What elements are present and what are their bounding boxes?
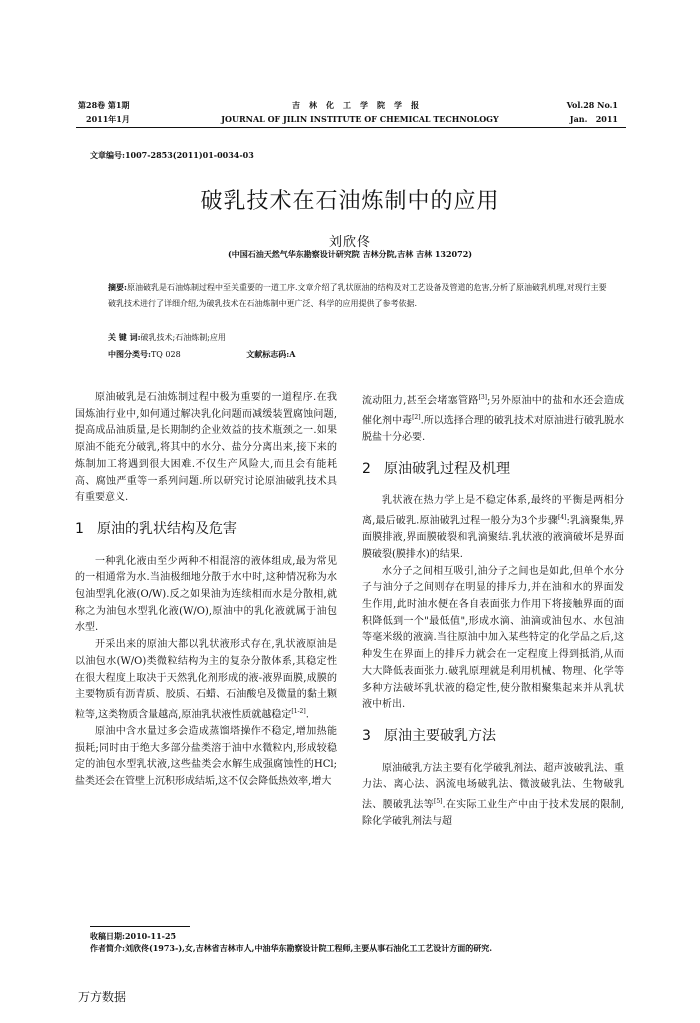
right-column bbox=[362, 390, 624, 831]
doc-code-text: A bbox=[289, 349, 296, 359]
section-2-paragraph-2: 水分子之间相互吸引,油分子之间也是如此,但单个水分子与油分子之间则存在明显的排斥力,并在油和水的界面发生作用,此时油水便在各自表面张力作用下将接触界面的面积降低到一个"最低值",形成水滴、油滴或油包水、水包油等毫米级的液滴.当往原油中加入某些特定的化学品之后,这种发生在界面上的排斥力就会在一定程度上得到抵消,从而大大降低表面张力.破乳原理就是利用机械、物理、化学等多种方法破坏乳状液的稳定性,使分散相聚集起来并从乳状液中析出. bbox=[362, 565, 624, 711]
abstract-text: 原油破乳是石油炼制过程中至关重要的一道工序.文章介绍了乳状原油的结构及对工艺设备及管道的危害,分析了原油破乳机理,对现行主要破乳技术进行了详细介绍,为破乳技术在石油炼制中更广泛、科学的应用提供了参考依据. bbox=[108, 283, 607, 308]
article-number: 文章编号:1007-2853(2011)01-0034-03 bbox=[90, 150, 254, 160]
keywords-label: 关 键 词: bbox=[108, 332, 141, 342]
journal-name-cn: 吉林化工学院学报 bbox=[292, 100, 428, 110]
section-1-paragraph-3: 原油中含水量过多会造成蒸馏塔操作不稳定,增加热能损耗;同时由于绝大多部分盐类溶于油中水微粒内,形成较稳定的油包水型乳状液,这些盐类会水解生成强腐蚀性的HCl;盐类还会在管壁上沉积形成结垢,这不仅会降低热效率,增大 bbox=[75, 725, 337, 788]
section-1-paragraph-2-text: 开采出来的原油大都以乳状液形式存在,乳状液原油是以油包水(W/O)类微粒结构为主的复杂分散体系,其稳定性在很大程度上取决于天然乳化剂形成的液-液界面膜,成膜的主要物质有沥青质、胶质、石蜡、石油酸皂及微量的黏土颗粒等,这类物质含量越高,原油乳状液性质就越稳定 bbox=[75, 639, 337, 721]
section-3-title: 原油主要破乳方法 bbox=[384, 727, 496, 744]
journal-volume-issue bbox=[78, 98, 130, 126]
section-3-paragraph-1 bbox=[362, 761, 624, 831]
clc-text: TQ 028 bbox=[150, 350, 181, 359]
author-name: 刘欣佟 bbox=[328, 235, 371, 250]
journal-name-en: JOURNAL OF JILIN INSTITUTE OF CHEMICAL TECHNOLOGY bbox=[221, 114, 499, 124]
watermark-text: 万方数据 bbox=[78, 990, 127, 1004]
section-3-paragraph-1-end: .在实际工业生产中由于技术发展的限制,除化学破乳剂法与超 bbox=[362, 799, 624, 828]
citation: [4] bbox=[558, 514, 567, 522]
issue-date: 2011年1月 bbox=[86, 114, 130, 124]
continued-paragraph bbox=[362, 390, 624, 447]
section-1-title: 原油的乳状结构及危害 bbox=[97, 520, 237, 537]
vol-no-en: Vol.28 No.1 bbox=[566, 100, 618, 110]
footnote-rule bbox=[90, 926, 190, 927]
author-affiliation: (中国石油天然气华东勘察设计研究院 吉林分院,吉林 吉林 132072) bbox=[227, 249, 473, 259]
header-rule bbox=[76, 127, 626, 128]
volume-issue: 第28卷 第1期 bbox=[78, 100, 130, 110]
intro-paragraph: 原油破乳是石油炼制过程中极为重要的一道程序.在我国炼油行业中,如何通过解决乳化问题而减缓装置腐蚀问题,提高成品油质量,是长期制约企业效益的技术瓶颈之一.如果原油不能充分破乳,将其中的水分、盐分分离出来,接下来的炼制加工将遇到很大困难.不仅生产风险大,而且会有能耗高、腐蚀严重等一系列问题.所以研究讨论原油破乳技术具有重要意义. bbox=[75, 392, 337, 504]
doc-code-label: 文献标志码: bbox=[246, 349, 290, 359]
section-1-paragraph-2-end: . bbox=[305, 709, 309, 721]
journal-name bbox=[210, 98, 510, 126]
section-2-paragraph-1-text: 乳状液在热力学上是不稳定体系,最终的平衡是两相分离,最后破乳.原油破乳过程一般分为3个步骤 bbox=[362, 495, 624, 527]
section-3-heading bbox=[362, 728, 624, 745]
section-3-number: 3 bbox=[362, 727, 371, 744]
abstract bbox=[108, 279, 608, 312]
section-2-paragraph-1 bbox=[362, 493, 624, 563]
section-2-paragraph-1-end: :乳滴聚集,界面膜排液,界面膜破裂和乳滴聚结.乳状液的液滴破坏是界面膜破裂(膜排水)的结果. bbox=[362, 515, 624, 560]
keywords-text: 破乳技术;石油炼制;应用 bbox=[140, 333, 226, 342]
citation: [1-2] bbox=[291, 707, 306, 715]
citation: [3] bbox=[478, 394, 488, 401]
section-1-paragraph-2 bbox=[75, 637, 337, 724]
section-2-heading bbox=[362, 461, 624, 478]
author-bio: 作者简介:刘欣佟(1973-),女,吉林省吉林市人,中油华东勘察设计院工程师,主要从事石油化工工艺设计方面的研究. bbox=[90, 943, 493, 953]
continued-mid: ;另外原油中的盐和水还会造成催化剂中毒 bbox=[362, 395, 624, 427]
continued-text: 流动阻力,甚至会堵塞管路 bbox=[362, 395, 479, 407]
citation: [5] bbox=[434, 798, 443, 806]
section-1-number: 1 bbox=[75, 520, 84, 537]
keywords bbox=[108, 332, 608, 343]
clc-label: 中图分类号: bbox=[108, 349, 151, 359]
abstract-label: 摘要: bbox=[108, 282, 127, 292]
continued-end: .所以选择合理的破乳技术对原油进行破乳脱水脱盐十分必要. bbox=[362, 415, 624, 444]
section-3-paragraph-1-text: 原油破乳方法主要有化学破乳剂法、超声波破乳法、重力法、离心法、涡流电场破乳法、微波破乳法、生物破乳法、膜破乳法等 bbox=[362, 762, 624, 811]
paper-title: 破乳技术在石油炼制中的应用 bbox=[200, 189, 500, 214]
section-1-heading bbox=[75, 521, 337, 538]
date-en: Jan. 2011 bbox=[569, 114, 618, 124]
journal-vol-en bbox=[567, 98, 618, 126]
left-column bbox=[75, 390, 337, 791]
section-1-paragraph-1: 一种乳化液由至少两种不相混溶的液体组成,最为常见的一相通常为水.当油极细地分散于水中时,这种情况称为水包油型乳化液(O/W).反之如果油为连续相而水是分散相,就称之为油包水型乳化液(W/O),原油中的乳化液就属于油包水型. bbox=[75, 555, 337, 634]
classification bbox=[108, 349, 608, 360]
citation: [2] bbox=[412, 414, 421, 422]
received-date: 收稿日期:2010-11-25 bbox=[90, 931, 177, 941]
section-2-number: 2 bbox=[362, 460, 371, 477]
section-2-title: 原油破乳过程及机理 bbox=[384, 460, 510, 477]
